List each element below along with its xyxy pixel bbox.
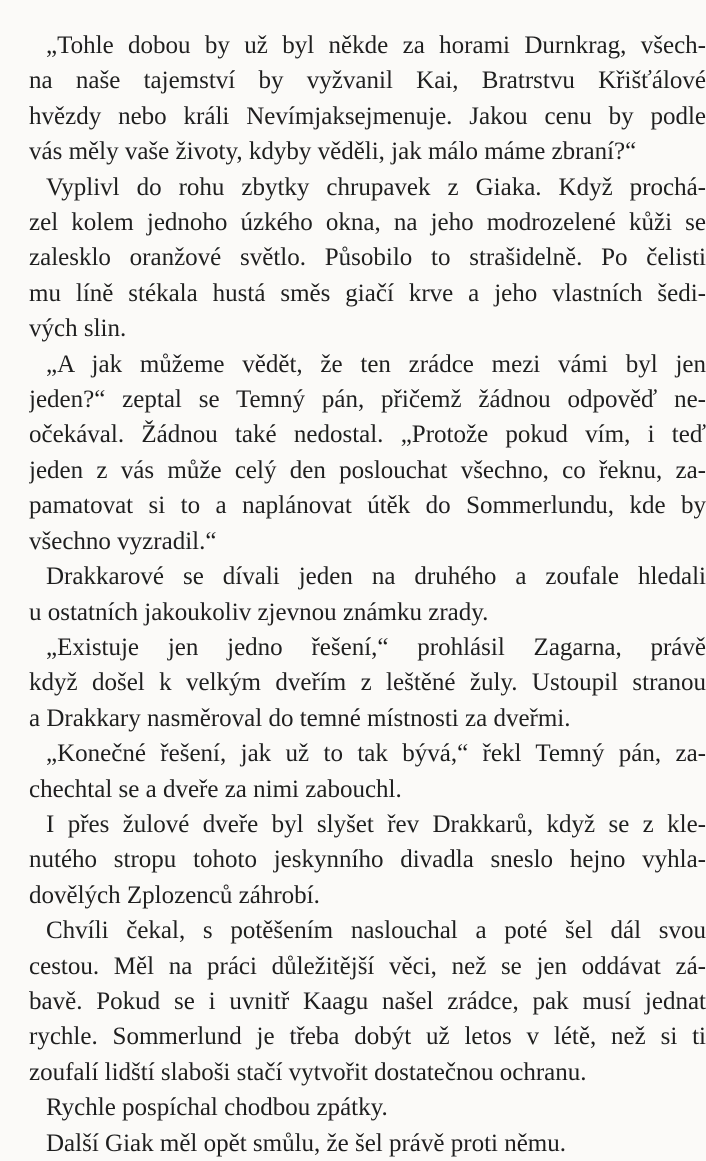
text-line: zoufalí lidští slaboši stačí vytvořit dostatečnou ochranu. <box>29 1058 587 1086</box>
text-line: jeden?“ zeptal se Temný pán, přičemž žádnou odpověď ne- <box>29 386 706 414</box>
text-line: Drakkarové se dívali jeden na druhého a zoufale hledali <box>46 563 706 591</box>
text-line: „Konečné řešení, jak už to tak bývá,“ řekl Temný pán, za- <box>46 740 706 768</box>
text-line: očekával. Žádnou také nedostal. „Protože pokud vím, i teď <box>29 421 706 449</box>
paragraph <box>46 1126 706 1161</box>
text-line: „A jak můžeme vědět, že ten zrádce mezi vámi byl jen <box>46 350 706 378</box>
text-line: vás měly vaše životy, kdyby věděli, jak málo máme zbraní?“ <box>29 138 637 166</box>
text-line: chechtal se a dveře za nimi zabouchl. <box>29 775 402 803</box>
text-line: nutého stropu tohoto jeskynního divadla sneslo hejno vyhla- <box>29 846 706 874</box>
paragraph <box>46 1090 706 1125</box>
text-line: Chvíli čekal, s potěšením naslouchal a poté šel dál svou <box>46 917 706 945</box>
text-line: na naše tajemství by vyžvanil Kai, Bratrstvu Křišťálové <box>29 67 706 95</box>
text-line: Vyplivl do rohu zbytky chrupavek z Giaka. Když prochá- <box>46 173 706 201</box>
text-line: když došel k velkým dveřím z leštěné žuly. Ustoupil stranou <box>29 669 706 697</box>
text-line: rychle. Sommerlund je třeba dobýt už letos v létě, než si ti <box>29 1023 706 1051</box>
text-line: „Tohle dobou by už byl někde za horami Durnkrag, všech- <box>46 32 706 59</box>
text-line: u ostatních jakoukoliv zjevnou známku zrady. <box>29 598 489 626</box>
text-line: zel kolem jednoho úzkého okna, na jeho modrozelené kůži se <box>29 209 706 237</box>
paragraph <box>29 630 706 736</box>
text-line: jeden z vás může celý den poslouchat všechno, co řeknu, za- <box>29 456 706 484</box>
paragraph <box>29 736 706 807</box>
text-line: zalesklo oranžové světlo. Působilo to strašidelně. Po čelisti <box>29 244 706 272</box>
paragraph <box>29 559 706 630</box>
paragraph <box>29 913 706 1090</box>
paragraph <box>29 807 706 913</box>
text-line: mu líně stékala hustá směs giačí krve a jeho vlastních šedi- <box>29 279 706 307</box>
text-line: vých slin. <box>29 315 127 343</box>
book-page <box>29 28 706 1161</box>
text-line: a Drakkary nasměroval do temné místnosti za dveřmi. <box>29 704 571 732</box>
text-line: dovělých Zplozenců záhrobí. <box>29 881 320 909</box>
paragraph <box>29 347 706 559</box>
paragraph <box>29 170 706 347</box>
text-line: Další Giak měl opět smůlu, že šel právě proti němu. <box>46 1129 567 1157</box>
text-line: cestou. Měl na práci důležitější věci, než se jen oddávat zá- <box>29 952 706 980</box>
text-line: I přes žulové dveře byl slyšet řev Drakkarů, když se z kle- <box>46 810 706 838</box>
text-line: „Existuje jen jedno řešení,“ prohlásil Zagarna, právě <box>46 633 706 661</box>
text-line: Rychle pospíchal chodbou zpátky. <box>46 1094 388 1122</box>
text-line: pamatovat si to a naplánovat útěk do Sommerlundu, kde by <box>29 492 706 520</box>
paragraph <box>29 28 706 170</box>
text-line: hvězdy nebo králi Nevímjaksejmenuje. Jakou cenu by podle <box>29 102 706 130</box>
text-line: všechno vyzradil.“ <box>29 527 217 555</box>
text-line: bavě. Pokud se i uvnitř Kaagu našel zrádce, pak musí jednat <box>29 987 706 1015</box>
